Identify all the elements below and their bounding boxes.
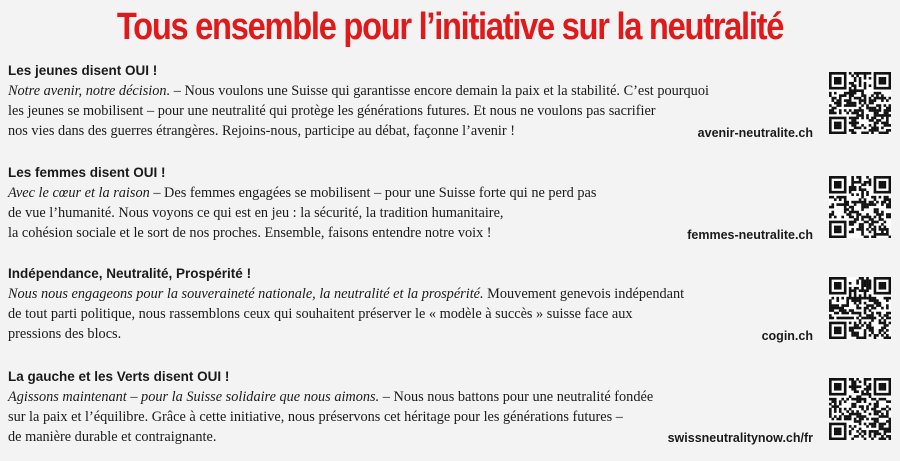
section-women [8, 164, 893, 254]
body-line: de manière durable et contraignante. [8, 429, 217, 445]
section-heading: Les femmes disent OUI ! [8, 165, 166, 180]
section-independence [8, 265, 893, 355]
section-body [8, 81, 808, 141]
body-line: de tout parti politique, nous rassemblons ceux qui souhaitent préserver le « modèle à succès » suisse face aux [8, 306, 633, 322]
body-line: les jeunes se mobilisent – pour une neutralité qui protège les générations futures. Et nous ne voulons pas sacrifier [8, 103, 656, 119]
lead-text: Notre avenir, notre décision. [8, 83, 171, 99]
website-link[interactable]: femmes-neutralite.ch [687, 228, 813, 242]
page-title: Tous ensemble pour l’initiative sur la neutralité [116, 6, 784, 48]
body-line: Agissons maintenant – pour la Suisse solidaire que nous aimons. – Nous nous battons pour une neutralité fondée [8, 389, 654, 405]
website-link[interactable]: cogin.ch [761, 329, 813, 343]
body-line: Notre avenir, notre décision. – Nous voulons une Suisse qui garantisse encore demain la paix et la stabilité. C’est pourquoi [8, 83, 709, 99]
lead-text: Nous nous engageons pour la souveraineté nationale, la neutralité et la prospérité. [8, 286, 484, 302]
section-heading: La gauche et les Verts disent OUI ! [8, 369, 230, 384]
qr-code-icon[interactable] [829, 72, 891, 134]
section-left-greens [8, 368, 893, 458]
body-line: sur la paix et l’équilibre. Grâce à cette initiative, nous préservons cet héritage pour les générations futures – [8, 409, 623, 425]
qr-code-icon[interactable] [829, 378, 891, 440]
body-line: nos vies dans des guerres étrangères. Rejoins-nous, participe au débat, façonne l’avenir ! [8, 123, 515, 139]
qr-code-icon[interactable] [829, 277, 891, 339]
lead-text: Agissons maintenant – pour la Suisse solidaire que nous aimons. [8, 389, 380, 405]
body-line: la cohésion sociale et le sort de nos proches. Ensemble, faisons entendre notre voix ! [8, 225, 492, 241]
body-line: pressions des blocs. [8, 326, 122, 342]
website-link[interactable]: swissneutralitynow.ch/fr [667, 431, 813, 445]
body-line: Nous nous engageons pour la souveraineté nationale, la neutralité et la prospérité. Mouvement genevois indépendant [8, 286, 685, 302]
section-youth [8, 62, 893, 152]
qr-code-icon[interactable] [829, 176, 891, 238]
lead-text: Avec le cœur et la raison [8, 185, 150, 201]
section-heading: Indépendance, Neutralité, Prospérité ! [8, 266, 252, 281]
body-line: Avec le cœur et la raison – Des femmes engagées se mobilisent – pour une Suisse forte qui ne perd pas [8, 185, 597, 201]
section-body [8, 284, 808, 344]
website-link[interactable]: avenir-neutralite.ch [697, 126, 813, 140]
section-heading: Les jeunes disent OUI ! [8, 63, 158, 78]
body-line: de vue l’humanité. Nous voyons ce qui est en jeu : la sécurité, la tradition humanitaire, [8, 205, 504, 221]
